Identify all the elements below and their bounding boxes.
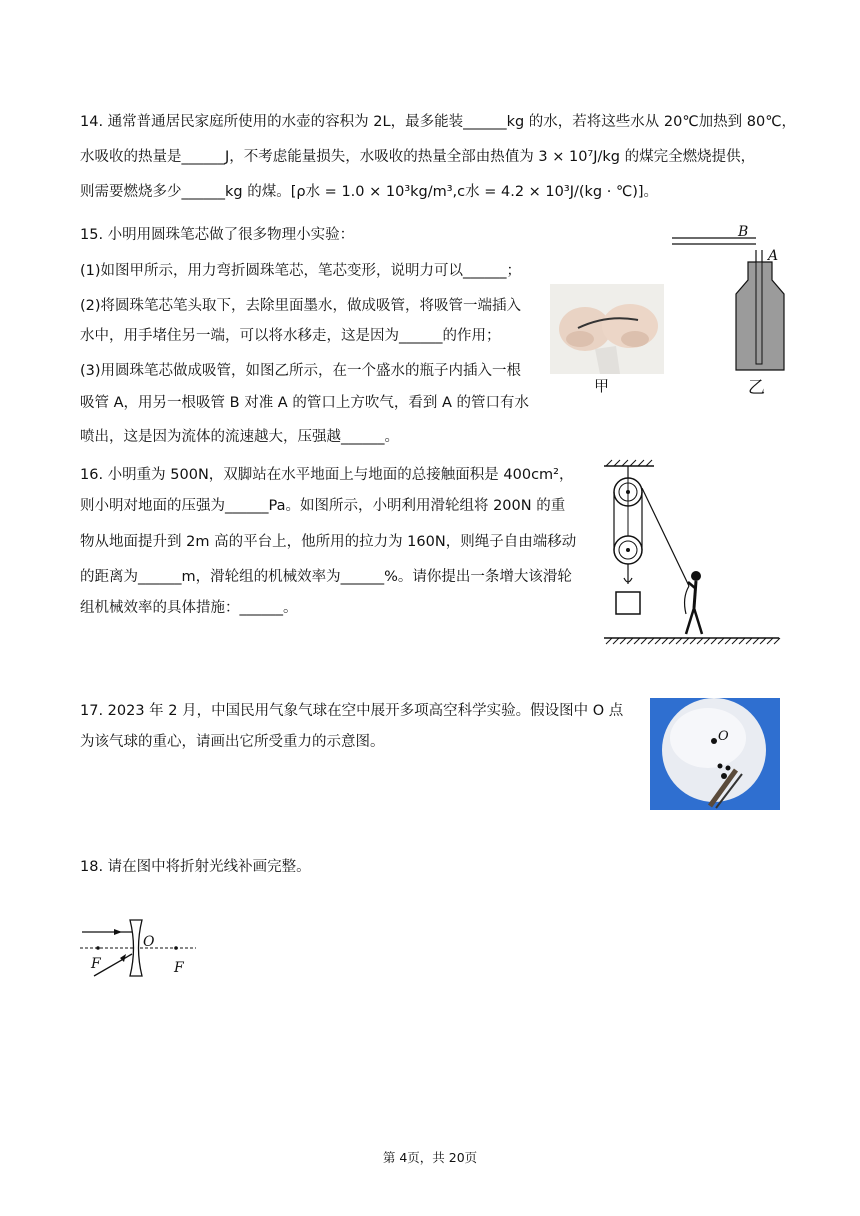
- figure-jia-label: 甲: [594, 377, 610, 395]
- q15-line-6: 吸管 A，用另一根吸管 B 对准 A 的管口上方吹气，看到 A 的管口有水: [80, 395, 529, 411]
- q18-line-1: 18. 请在图中将折射光线补画完整。: [80, 859, 311, 875]
- figure-jia-hands-photo: [550, 284, 664, 374]
- q15-line-5: (3)用圆珠笔芯做成吸管，如图乙所示，在一个盛水的瓶子内插入一根: [80, 363, 522, 379]
- lens-label-f-right: F: [174, 960, 184, 976]
- q15-line-1: 15. 小明用圆珠笔芯做了很多物理小实验：: [80, 227, 355, 243]
- q15-line-4: 水中，用手堵住另一端，可以将水移走，这是因为______的作用；: [80, 328, 501, 344]
- lens-label-f-left: F: [91, 956, 101, 972]
- q16-line-1: 16. 小明重为 500N，双脚站在水平地面上与地面的总接触面积是 400cm²，: [80, 467, 574, 483]
- q16-line-2: 则小明对地面的压强为______Pa。如图所示，小明利用滑轮组将 200N 的重: [80, 498, 566, 514]
- figure-pulley-system: [594, 458, 784, 650]
- q15-line-2: (1)如图甲所示，用力弯折圆珠笔芯，笔芯变形，说明力可以______；: [80, 263, 522, 279]
- figure-weather-balloon-photo: [650, 698, 780, 810]
- q14-line-3: 则需要燃烧多少______kg 的煤。[ρ水 = 1.0 × 10³kg/m³,c水 = 4.2 × 10³J/(kg · ℃)]。: [80, 184, 659, 200]
- label-a: A: [768, 248, 779, 264]
- q16-line-3: 物从地面提升到 2m 高的平台上，他所用的拉力为 160N，则绳子自由端移动: [80, 534, 577, 550]
- q14-line-2: 水吸收的热量是______J，不考虑能量损失，水吸收的热量全部由热值为 3 × 10⁷J/kg 的煤完全燃烧提供，: [80, 149, 756, 165]
- q16-line-4: 的距离为______m，滑轮组的机械效率为______%。请你提出一条增大该滑轮: [80, 569, 572, 585]
- q15-line-7: 喷出，这是因为流体的流速越大，压强越______。: [80, 429, 399, 445]
- balloon-label-o: O: [718, 729, 729, 744]
- figure-yi-label: 乙: [748, 378, 765, 398]
- q17-line-2: 为该气球的重心，请画出它所受重力的示意图。: [80, 734, 385, 750]
- q17-line-1: 17. 2023 年 2 月，中国民用气象气球在空中展开多项高空科学实验。假设图中 O 点: [80, 703, 624, 719]
- q16-line-5: 组机械效率的具体措施：______。: [80, 600, 298, 616]
- q14-line-1: 14. 通常普通居民家庭所使用的水壶的容积为 2L，最多能装______kg 的水，若将这些水从 20℃加热到 80℃，: [80, 114, 796, 130]
- q15-line-3: (2)将圆珠笔芯笔头取下，去除里面墨水，做成吸管，将吸管一端插入: [80, 298, 522, 314]
- label-b: B: [738, 224, 749, 240]
- page-footer: 第 4页，共 20页: [382, 1150, 478, 1165]
- lens-label-o: O: [143, 934, 155, 950]
